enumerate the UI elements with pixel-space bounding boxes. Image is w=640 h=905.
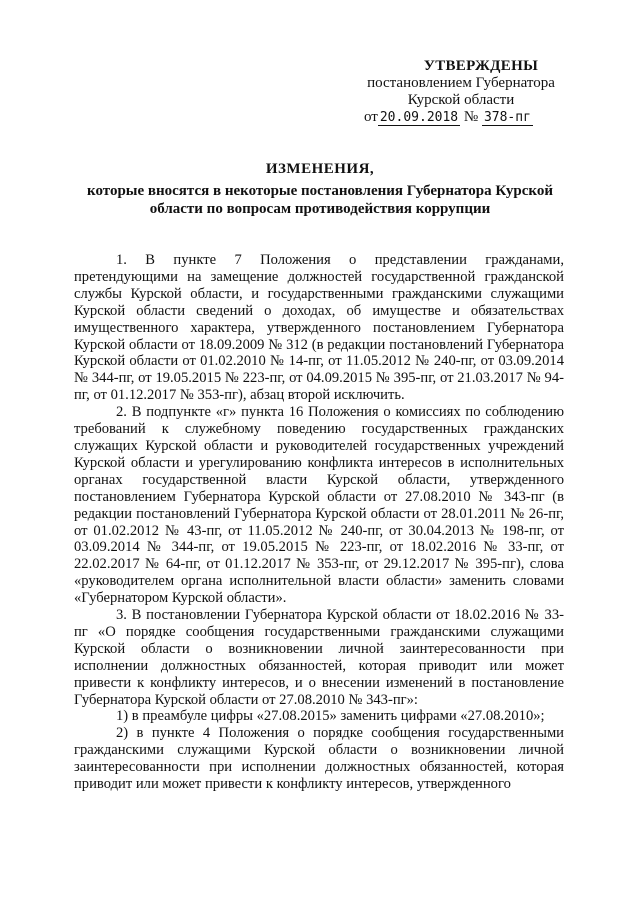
document-heading xyxy=(70,160,570,218)
approval-date: 20.09.2018 xyxy=(379,110,459,125)
paragraph-1: 1. В пункте 7 Положения о представлении гражданами, претендующими на замещение должностей государственной гражданской службы Курской области, и государственными гражданскими служащими Курской области сведений о доходах, об имуществе и обязательствах имущественного характера, утвержденного постановлением Губернатора Курской области от 18.09.2009 № 312 (в редакции постановлений Губернатора Курской области от 01.02.2010 № 14-пг, от 11.05.2012 № 240-пг, от 03.09.2014 № 344-пг, от 19.05.2015 № 223-пг, от 04.09.2015 № 395-пг, от 21.03.2017 № 94-пг, от 01.12.2017 № 353-пг), абзац второй исключить. xyxy=(74,252,564,404)
document-body xyxy=(74,252,564,793)
approval-line-2: Курской области xyxy=(407,92,515,108)
heading-subtitle: которые вносятся в некоторые постановления Губернатора Курской области по вопросам противодействия коррупции xyxy=(87,183,553,217)
approval-line-1: постановлением Губернатора xyxy=(367,75,555,91)
approval-date-line xyxy=(356,109,566,126)
paragraph-2: 2. В подпункте «г» пункта 16 Положения о комиссиях по соблюдению требований к служебному поведению государственных гражданских служащих Курской области и руководителей государственных учреждений Курской области и урегулированию конфликта интересов в исполнительных органах государственной власти Курской области, утвержденного постановлением Губернатора Курской области от 27.08.2010 № 343-пг (в редакции постановлений Губернатора Курской области от 28.01.2011 № 26-пг, от 01.02.2012 № 43-пг, от 11.05.2012 № 240-пг, от 30.04.2013 № 198-пг, от 03.09.2014 № 344-пг, от 19.05.2015 № 223-пг, от 18.02.2016 № 33-пг, от 22.02.2017 № 64-пг, от 01.12.2017 № 353-пг, от 29.12.2017 № 395-пг), слова «руководителем органа исполнительной власти области» заменить словами «Губернатором Курской области». xyxy=(74,404,564,607)
paragraph-3: 3. В постановлении Губернатора Курской области от 18.02.2016 № 33-пг «О порядке сообщения государственными гражданскими служащими Курской области о возникновении личной заинтересованности при исполнении должностных обязанностей, которая приводит или может привести к конфликту интересов, и о внесении изменений в постановление Губернатора Курской области от 27.08.2010 № 343-пг»: xyxy=(74,607,564,708)
approval-date-prefix: от xyxy=(364,109,378,125)
approval-number: 378-пг xyxy=(483,110,531,125)
approval-number-sign: № xyxy=(463,109,479,125)
approval-title: УТВЕРЖДЕНЫ xyxy=(423,58,539,74)
approval-stamp xyxy=(356,58,566,126)
heading-title: ИЗМЕНЕНИЯ, xyxy=(265,161,375,177)
paragraph-3-item-1: 1) в преамбуле цифры «27.08.2015» заменить цифрами «27.08.2010»; xyxy=(116,708,545,725)
paragraph-3-item-2: 2) в пункте 4 Положения о порядке сообщения государственными гражданскими служащими Курской области о возникновении личной заинтересованности при исполнении должностных обязанностей, которая приводит или может привести к конфликту интересов, утвержденного xyxy=(74,725,564,793)
